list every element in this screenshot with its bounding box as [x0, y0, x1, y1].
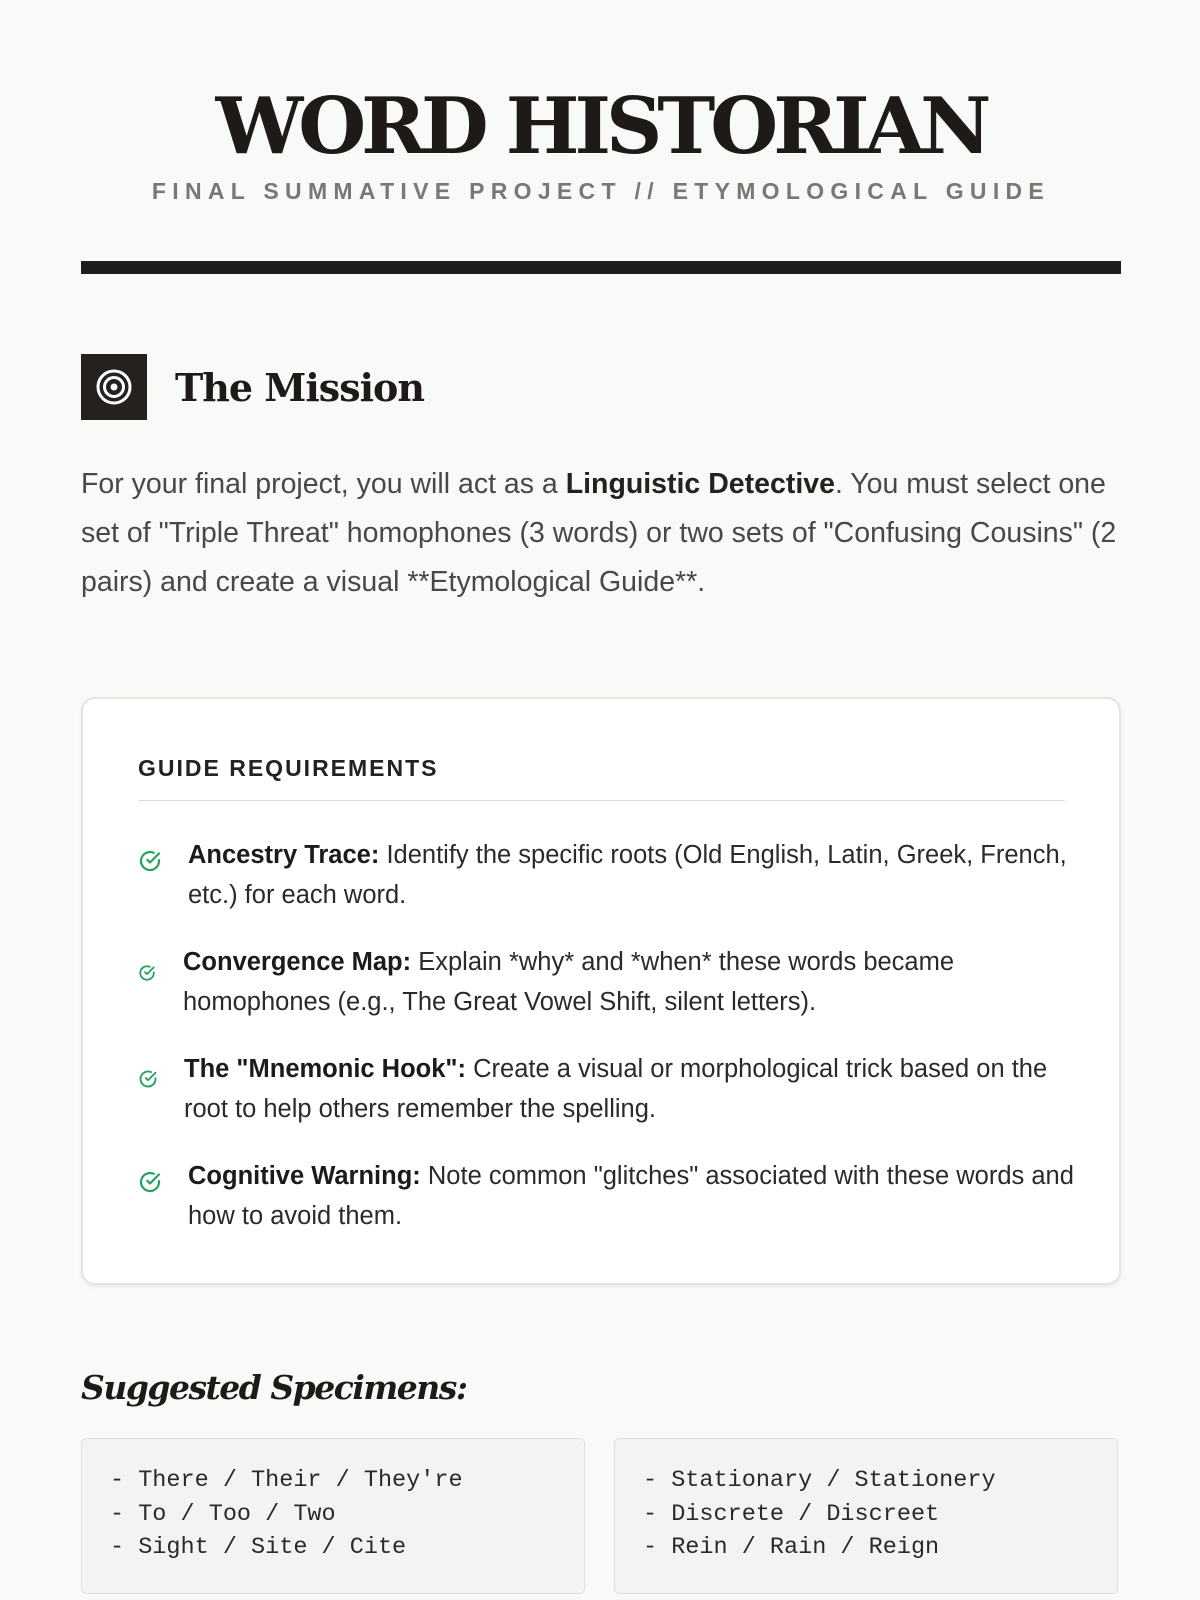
page	[81, 0, 1121, 1561]
requirement-label: Cognitive Warning:	[188, 1162, 421, 1190]
requirement-label: Convergence Map:	[183, 948, 412, 976]
specimen-line: - Stationary / Stationery	[643, 1467, 996, 1494]
specimen-box-left	[81, 1438, 585, 1594]
masthead	[81, 0, 1121, 206]
mission-heading	[81, 354, 424, 420]
specimen-line: - There / Their / They're	[110, 1467, 463, 1494]
check-circle-icon	[138, 1166, 188, 1206]
specimen-line: - Sight / Site / Cite	[110, 1534, 407, 1561]
check-circle-icon	[138, 845, 188, 885]
requirement-description: Note common "glitches" associated with these words and how to avoid them.	[188, 1162, 1074, 1230]
target-icon	[81, 354, 147, 420]
requirement-description: Explain *why* and *when* these words became homophones (e.g., The Great Vowel Shift, silent letters).	[183, 948, 955, 1016]
requirement-item	[138, 835, 1078, 915]
requirement-label: Ancestry Trace:	[188, 841, 380, 869]
page-title: WORD HISTORIAN	[215, 81, 987, 172]
specimens-title: Suggested Specimens:	[81, 1368, 467, 1407]
specimen-box-right	[614, 1438, 1118, 1594]
requirement-description: Identify the specific roots (Old English, Latin, Greek, French, etc.) for each word.	[188, 841, 1067, 909]
requirements-card	[81, 697, 1121, 1285]
header-divider	[81, 261, 1121, 274]
check-circle-icon	[138, 954, 183, 994]
requirement-text	[188, 1156, 1078, 1236]
requirement-item	[138, 942, 1078, 1022]
mission-intro	[81, 460, 1121, 607]
check-circle-icon	[138, 1061, 184, 1101]
requirement-label: The "Mnemonic Hook":	[184, 1055, 467, 1083]
intro-emphasis: Linguistic Detective	[565, 468, 835, 500]
requirements-divider	[138, 800, 1065, 801]
requirements-heading: GUIDE REQUIREMENTS	[138, 755, 439, 781]
page-subtitle: FINAL SUMMATIVE PROJECT // ETYMOLOGICAL GUIDE	[151, 178, 1051, 204]
requirement-text	[184, 1049, 1078, 1129]
requirement-text	[183, 942, 1078, 1022]
intro-text-start: For your final project, you will act as a	[81, 468, 566, 500]
requirement-text	[188, 835, 1078, 915]
requirement-item	[138, 1049, 1078, 1129]
requirement-item	[138, 1156, 1078, 1236]
mission-title: The Mission	[175, 364, 425, 410]
requirement-description: Create a visual or morphological trick based on the root to help others remember the spelling.	[184, 1055, 1048, 1123]
specimen-line: - Rein / Rain / Reign	[643, 1534, 940, 1561]
intro-text-end: . You must select one set of "Triple Threat" homophones (3 words) or two sets of "Confusing Cousins" (2 pairs) and create a visual **Etymological Guide**.	[81, 468, 1117, 598]
specimen-line: - Discrete / Discreet	[643, 1500, 940, 1528]
specimen-line: - To / Too / Two	[110, 1500, 336, 1528]
